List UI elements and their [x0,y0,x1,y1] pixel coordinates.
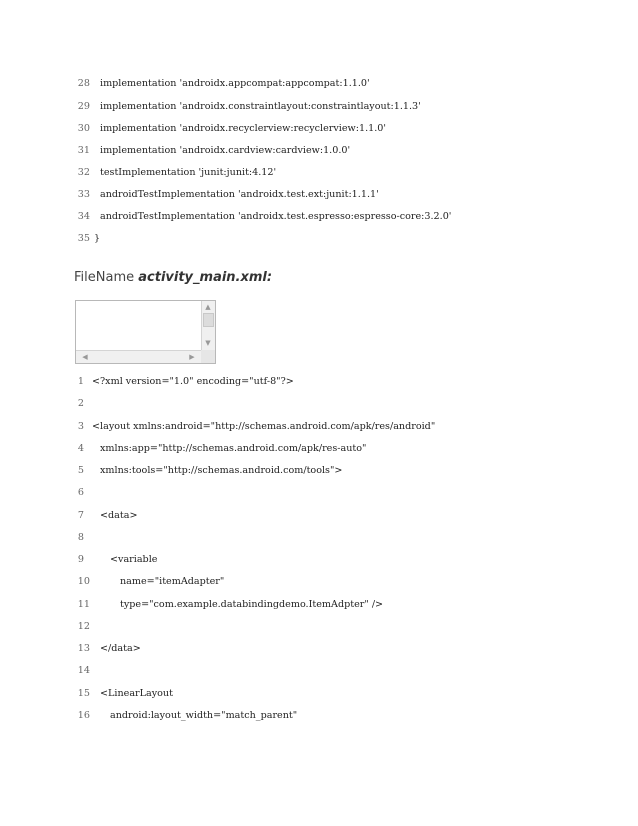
code-text: implementation 'androidx.constraintlayout:constraintlayout:1.1.3' [100,101,421,112]
line-number: 4 [77,443,84,454]
line-number: 34 [77,211,90,222]
line-number: 29 [77,101,90,112]
code-text: } [94,233,101,244]
file-name-heading [74,270,272,285]
code-line [74,663,90,679]
line-number: 9 [77,554,84,565]
line-number: 5 [77,465,84,476]
code-line [74,121,386,137]
code-line [74,419,435,435]
code-text: androidTestImplementation 'androidx.test.espresso:espresso-core:3.2.0' [100,211,452,222]
code-line [74,374,294,390]
code-line [74,485,84,501]
code-text: name="itemAdapter" [120,576,225,587]
code-line [74,530,84,546]
code-text: android:layout_width="match_parent" [110,710,298,721]
code-text: xmlns:tools="http://schemas.android.com/tools"> [100,465,343,476]
vertical-scrollbar[interactable] [201,301,215,351]
line-number: 10 [77,576,90,587]
code-line [74,508,138,524]
scroll-left-arrow-icon[interactable]: ◀ [82,353,88,361]
line-number: 2 [77,398,84,409]
code-line [74,441,366,457]
line-number: 16 [77,710,90,721]
scroll-down-arrow-icon[interactable]: ▼ [205,339,211,347]
line-number: 13 [77,643,90,654]
code-line [74,99,421,115]
code-text: </data> [100,643,141,654]
code-line [74,619,90,635]
file-name: activity_main.xml: [138,270,273,285]
line-number: 31 [77,145,90,156]
line-number: 32 [77,167,90,178]
scroll-right-arrow-icon[interactable]: ▶ [189,353,195,361]
code-text: implementation 'androidx.appcompat:appcompat:1.1.0' [100,78,370,89]
scrollbar-corner [201,350,215,363]
code-line [74,463,342,479]
embedded-scroll-box[interactable] [75,300,216,364]
code-line [74,686,173,702]
code-line [74,597,383,613]
code-line [74,187,379,203]
line-number: 15 [77,688,90,699]
line-number: 12 [77,621,90,632]
code-text: xmlns:app="http://schemas.android.com/apk/res-auto" [100,443,367,454]
code-line [74,76,370,92]
code-text: <LinearLayout [100,688,173,699]
code-text: <layout xmlns:android="http://schemas.android.com/apk/res/android" [92,421,436,432]
line-number: 35 [77,233,90,244]
line-number: 30 [77,123,90,134]
code-text: implementation 'androidx.cardview:cardview:1.0.0' [100,145,351,156]
code-text: implementation 'androidx.recyclerview:recyclerview:1.1.0' [100,123,387,134]
code-text: testImplementation 'junit:junit:4.12' [100,167,277,178]
line-number: 33 [77,189,90,200]
line-number: 3 [77,421,84,432]
code-line [74,143,350,159]
code-text: <variable [110,554,158,565]
code-line [74,396,84,412]
line-number: 28 [77,78,90,89]
line-number: 1 [77,376,84,387]
line-number: 11 [77,599,90,610]
code-text: <data> [100,510,138,521]
code-line [74,552,157,568]
code-text: <?xml version="1.0" encoding="utf-8"?> [92,376,294,387]
code-line [74,165,276,181]
line-number: 7 [77,510,84,521]
line-number: 8 [77,532,84,543]
code-text: androidTestImplementation 'androidx.test.ext:junit:1.1.1' [100,189,379,200]
code-line [74,209,451,225]
horizontal-scrollbar[interactable] [76,350,201,363]
code-line [74,641,141,657]
line-number: 14 [77,665,90,676]
code-line [74,574,224,590]
file-name-prefix: FileName [74,270,139,285]
code-line [74,708,297,724]
scroll-up-arrow-icon[interactable]: ▲ [205,303,211,311]
code-text: type="com.example.databindingdemo.ItemAdpter" /> [120,599,384,610]
line-number: 6 [77,487,84,498]
code-line [74,231,100,247]
vertical-scroll-thumb[interactable] [203,313,214,327]
